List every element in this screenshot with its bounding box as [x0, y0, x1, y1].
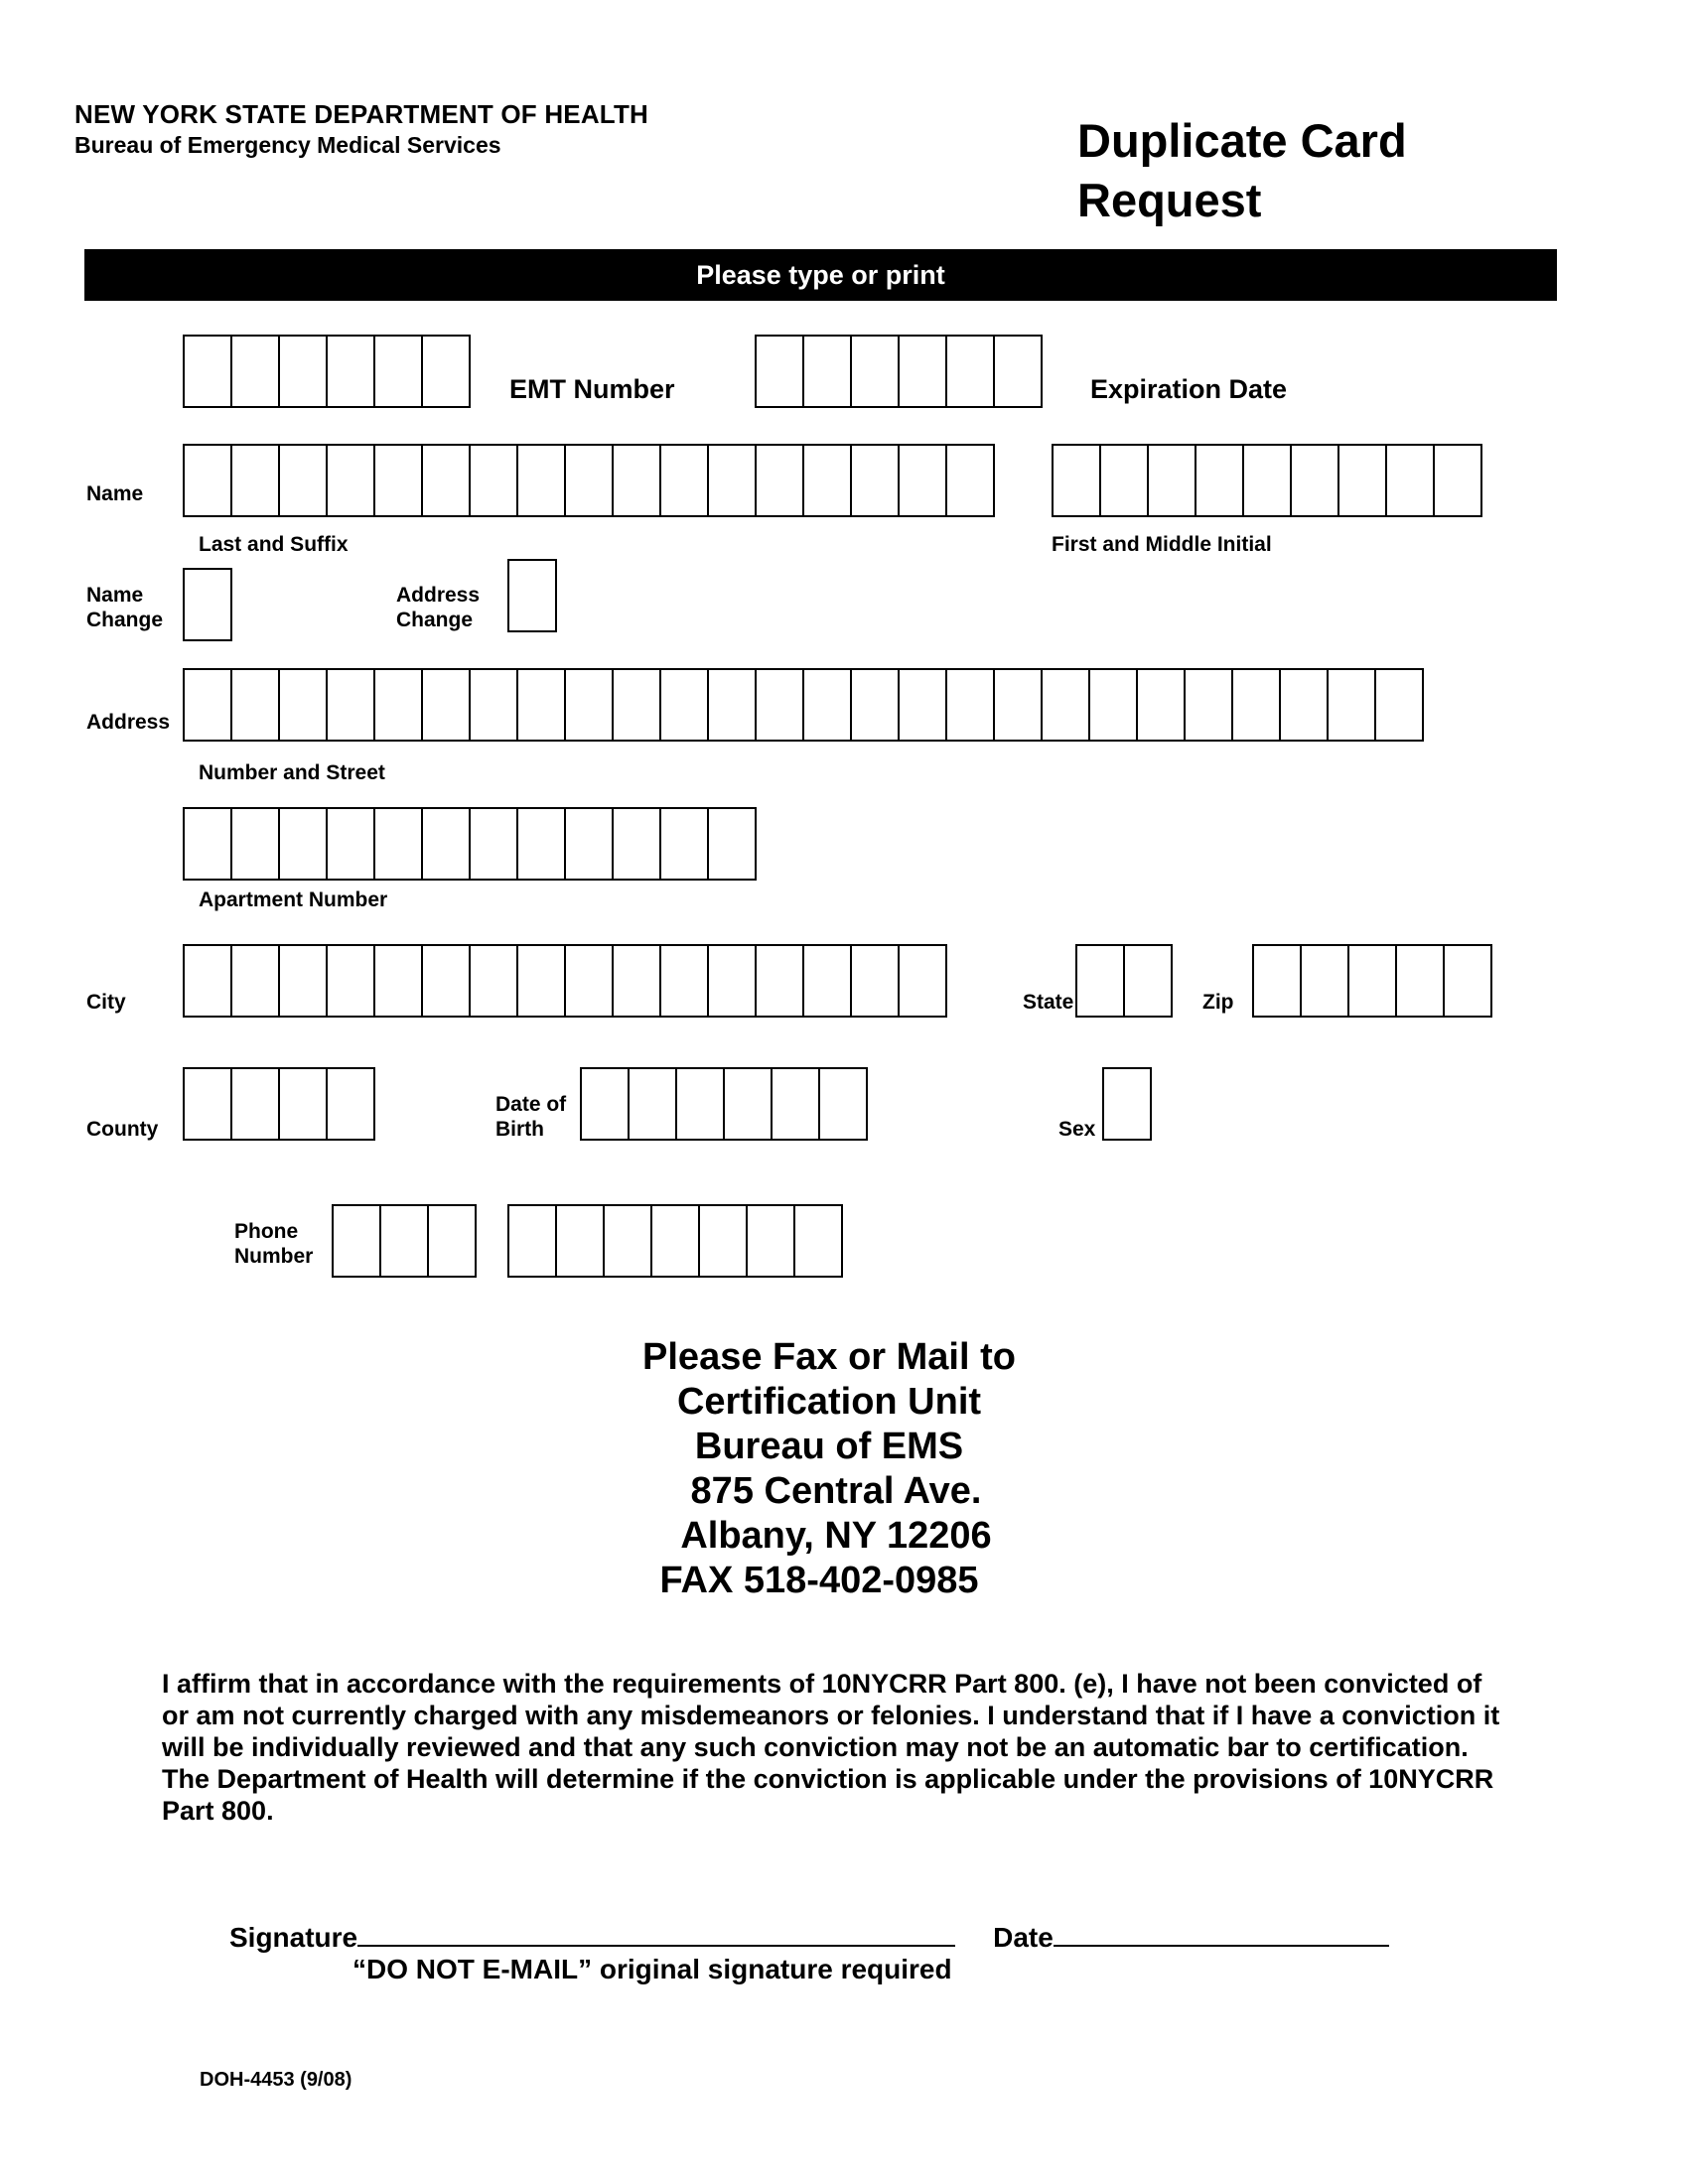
char-box[interactable]	[755, 944, 804, 1018]
char-box[interactable]	[421, 444, 471, 517]
char-box[interactable]	[230, 1067, 280, 1141]
char-box[interactable]	[421, 944, 471, 1018]
char-box[interactable]	[793, 1204, 843, 1278]
char-box[interactable]	[421, 807, 471, 881]
char-box[interactable]	[1041, 668, 1090, 742]
instruction-banner: Please type or print	[84, 249, 1557, 301]
char-box[interactable]	[802, 444, 852, 517]
char-box[interactable]	[802, 335, 852, 408]
char-box[interactable]	[230, 335, 280, 408]
char-box[interactable]	[564, 807, 614, 881]
zip-label: Zip	[1202, 991, 1234, 1014]
char-box[interactable]	[1075, 944, 1125, 1018]
char-box[interactable]	[516, 668, 566, 742]
date-line[interactable]	[1054, 1921, 1389, 1947]
apartment-sublabel: Apartment Number	[199, 888, 388, 911]
char-box[interactable]	[183, 444, 232, 517]
char-box[interactable]	[755, 444, 804, 517]
emt-number-label: EMT Number	[509, 374, 675, 404]
mail-to-block	[556, 1335, 1102, 1603]
char-box[interactable]	[580, 1067, 630, 1141]
char-box[interactable]	[1252, 944, 1302, 1018]
char-box[interactable]	[1231, 668, 1281, 742]
char-box[interactable]	[850, 444, 900, 517]
char-box[interactable]	[1099, 444, 1149, 517]
date-label: Date	[993, 1922, 1054, 1953]
address-label: Address	[86, 711, 171, 734]
char-box[interactable]	[421, 668, 471, 742]
char-box[interactable]	[564, 444, 614, 517]
char-box[interactable]	[707, 944, 757, 1018]
char-box[interactable]	[707, 444, 757, 517]
char-box[interactable]	[659, 807, 709, 881]
dob-label: Date of Birth	[495, 1093, 567, 1141]
char-box[interactable]	[698, 1204, 748, 1278]
phone-area-code-boxes[interactable]	[332, 1204, 475, 1278]
first-name-boxes[interactable]	[1052, 444, 1480, 517]
char-box[interactable]	[326, 1067, 375, 1141]
char-box[interactable]	[1443, 944, 1492, 1018]
char-box[interactable]	[278, 1067, 328, 1141]
char-box[interactable]	[1052, 444, 1101, 517]
char-box[interactable]	[850, 944, 900, 1018]
char-box[interactable]	[469, 444, 518, 517]
char-box[interactable]	[802, 944, 852, 1018]
char-box[interactable]	[332, 1204, 381, 1278]
city-boxes[interactable]	[183, 944, 945, 1018]
affirmation-text: I affirm that in accordance with the requirements of 10NYCRR Part 800. (e), I have not been convicted of or am not currently charged with any misdemeanors or felonies. I understand that if I have a conviction it will be individually reviewed and that any such conviction may not be an automatic bar to certification. The Department of Health will determine if the conviction is applicable under the provisions of 10NYCRR Part 800.	[162, 1669, 1500, 1826]
mail-line-6: FAX 518-402-0985	[659, 1560, 979, 1601]
name-label: Name	[86, 482, 144, 505]
char-box[interactable]	[945, 335, 995, 408]
char-box[interactable]	[469, 668, 518, 742]
char-box[interactable]	[1395, 944, 1445, 1018]
phone-label: Phone Number	[234, 1220, 314, 1268]
char-box[interactable]	[628, 1067, 677, 1141]
char-box[interactable]	[1088, 668, 1138, 742]
county-label: County	[86, 1118, 159, 1141]
city-label: City	[86, 991, 126, 1014]
char-box[interactable]	[373, 944, 423, 1018]
mail-line-2: Certification Unit	[676, 1381, 982, 1423]
char-box[interactable]	[278, 807, 328, 881]
bureau-name: Bureau of Emergency Medical Services	[74, 132, 501, 158]
last-name-boxes[interactable]	[183, 444, 993, 517]
form-title-line2: Request	[1077, 174, 1262, 226]
char-box[interactable]	[1374, 668, 1424, 742]
char-box[interactable]	[326, 444, 375, 517]
char-box[interactable]	[278, 944, 328, 1018]
char-box[interactable]	[898, 668, 947, 742]
char-box[interactable]	[1136, 668, 1186, 742]
char-box[interactable]	[612, 944, 661, 1018]
char-box[interactable]	[278, 668, 328, 742]
dob-boxes[interactable]	[580, 1067, 866, 1141]
mail-line-1: Please Fax or Mail to	[642, 1336, 1016, 1378]
street-address-boxes[interactable]	[183, 668, 1422, 742]
char-box[interactable]	[230, 444, 280, 517]
address-change-checkbox[interactable]	[507, 559, 557, 632]
char-box[interactable]	[898, 444, 947, 517]
char-box[interactable]	[993, 668, 1043, 742]
char-box[interactable]	[183, 944, 232, 1018]
zip-boxes[interactable]	[1252, 944, 1490, 1018]
street-sublabel: Number and Street	[199, 761, 385, 784]
sex-box[interactable]	[1102, 1067, 1150, 1141]
char-box[interactable]	[230, 944, 280, 1018]
state-boxes[interactable]	[1075, 944, 1171, 1018]
char-box[interactable]	[771, 1067, 820, 1141]
mail-line-5: Albany, NY 12206	[680, 1515, 992, 1557]
signature-row	[229, 1921, 1389, 1954]
char-box[interactable]	[850, 668, 900, 742]
char-box[interactable]	[746, 1204, 795, 1278]
expiration-date-boxes[interactable]	[755, 335, 1041, 408]
char-box[interactable]	[707, 807, 757, 881]
char-box[interactable]	[278, 335, 328, 408]
char-box[interactable]	[507, 1204, 557, 1278]
char-box[interactable]	[326, 335, 375, 408]
char-box[interactable]	[1337, 444, 1387, 517]
char-box[interactable]	[516, 944, 566, 1018]
mail-line-3: Bureau of EMS	[694, 1426, 964, 1467]
char-box[interactable]	[183, 1067, 232, 1141]
county-boxes[interactable]	[183, 1067, 373, 1141]
char-box[interactable]	[183, 335, 232, 408]
char-box[interactable]	[1290, 444, 1339, 517]
char-box[interactable]	[1147, 444, 1196, 517]
char-box[interactable]	[1347, 944, 1397, 1018]
char-box[interactable]	[326, 807, 375, 881]
char-box[interactable]	[1123, 944, 1173, 1018]
char-box[interactable]	[230, 668, 280, 742]
char-box[interactable]	[373, 335, 423, 408]
char-box[interactable]	[427, 1204, 477, 1278]
char-box[interactable]	[326, 668, 375, 742]
form-title	[1077, 111, 1494, 230]
char-box[interactable]	[675, 1067, 725, 1141]
char-box[interactable]	[659, 444, 709, 517]
char-box[interactable]	[898, 335, 947, 408]
char-box[interactable]	[1195, 444, 1244, 517]
char-box[interactable]	[612, 807, 661, 881]
char-box[interactable]	[373, 807, 423, 881]
char-box[interactable]	[818, 1067, 868, 1141]
char-box[interactable]	[1433, 444, 1482, 517]
char-box[interactable]	[516, 444, 566, 517]
char-box[interactable]	[278, 444, 328, 517]
char-box[interactable]	[1242, 444, 1292, 517]
char-box[interactable]	[802, 668, 852, 742]
char-box[interactable]	[564, 944, 614, 1018]
char-box[interactable]	[650, 1204, 700, 1278]
char-box[interactable]	[1184, 668, 1233, 742]
last-suffix-label: Last and Suffix	[199, 533, 349, 556]
char-box[interactable]	[183, 668, 232, 742]
signature-label: Signature	[229, 1922, 358, 1953]
name-change-label: Name Change	[86, 584, 164, 631]
char-box[interactable]	[659, 668, 709, 742]
form-number: DOH-4453 (9/08)	[200, 2069, 352, 2091]
apartment-boxes[interactable]	[183, 807, 755, 881]
mail-line-4: 875 Central Ave.	[690, 1470, 982, 1512]
char-box[interactable]	[723, 1067, 773, 1141]
char-box[interactable]	[659, 944, 709, 1018]
phone-number-boxes[interactable]	[507, 1204, 841, 1278]
char-box[interactable]	[469, 944, 518, 1018]
char-box[interactable]	[612, 444, 661, 517]
char-box[interactable]	[850, 335, 900, 408]
signature-line[interactable]	[357, 1921, 955, 1947]
char-box[interactable]	[945, 444, 995, 517]
agency-name: NEW YORK STATE DEPARTMENT OF HEALTH	[74, 99, 649, 129]
address-change-label: Address Change	[396, 584, 481, 631]
char-box[interactable]	[230, 807, 280, 881]
char-box[interactable]	[755, 335, 804, 408]
char-box[interactable]	[516, 807, 566, 881]
char-box[interactable]	[183, 807, 232, 881]
char-box[interactable]	[469, 807, 518, 881]
char-box[interactable]	[1327, 668, 1376, 742]
first-middle-label: First and Middle Initial	[1052, 533, 1272, 556]
char-box[interactable]	[421, 335, 471, 408]
signature-note: “DO NOT E-MAIL” original signature required	[352, 1954, 952, 1984]
expiration-date-label: Expiration Date	[1090, 374, 1288, 404]
char-box[interactable]	[1300, 944, 1349, 1018]
char-box[interactable]	[603, 1204, 652, 1278]
char-box[interactable]	[945, 668, 995, 742]
char-box[interactable]	[1385, 444, 1435, 517]
char-box[interactable]	[564, 668, 614, 742]
char-box[interactable]	[993, 335, 1043, 408]
form-title-line1: Duplicate Card	[1077, 114, 1407, 167]
char-box[interactable]	[612, 668, 661, 742]
char-box[interactable]	[326, 944, 375, 1018]
char-box[interactable]	[555, 1204, 605, 1278]
sex-label: Sex	[1058, 1118, 1096, 1141]
char-box[interactable]	[898, 944, 947, 1018]
char-box[interactable]	[373, 668, 423, 742]
char-box[interactable]	[1102, 1067, 1152, 1141]
char-box[interactable]	[707, 668, 757, 742]
name-change-checkbox[interactable]	[183, 568, 232, 641]
char-box[interactable]	[1279, 668, 1329, 742]
char-box[interactable]	[379, 1204, 429, 1278]
state-label: State	[1023, 991, 1074, 1014]
emt-number-boxes[interactable]	[183, 335, 469, 408]
char-box[interactable]	[755, 668, 804, 742]
char-box[interactable]	[373, 444, 423, 517]
